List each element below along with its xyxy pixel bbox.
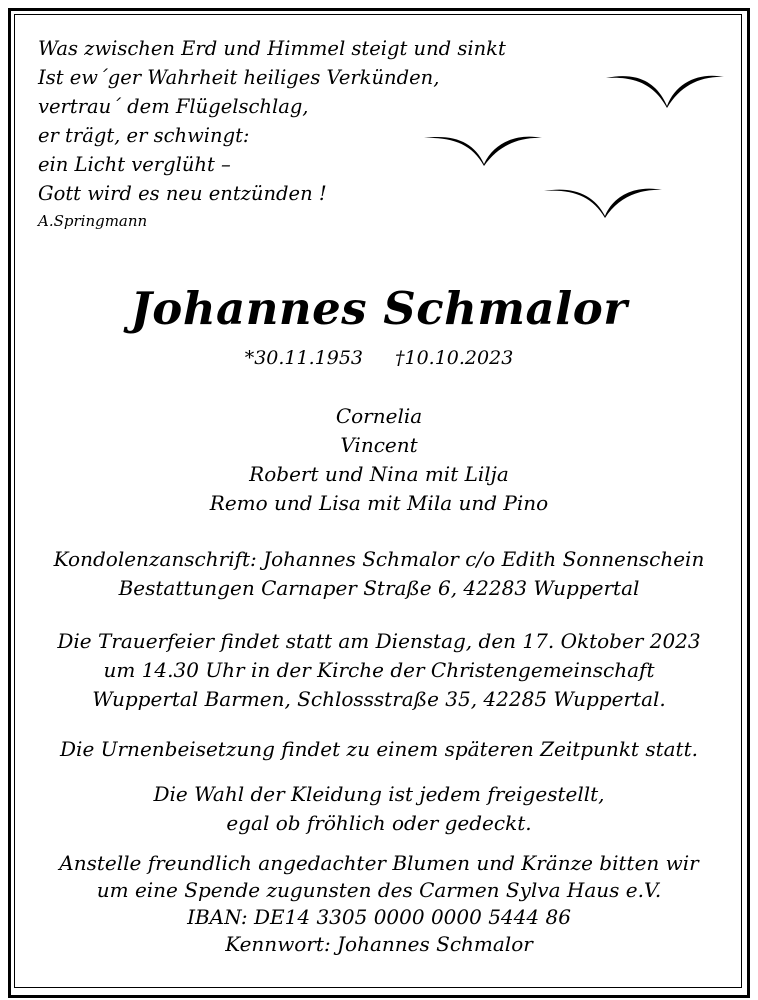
poem: [38, 34, 506, 208]
poem-line: Ist ew´ger Wahrheit heiliges Verkünden,: [38, 66, 440, 89]
life-dates: [0, 347, 758, 369]
address-line: Kondolenzanschrift: Johannes Schmalor c/o Edith Sonnenschein: [53, 547, 705, 571]
donation-line: um eine Spende zugunsten des Carmen Sylva Haus e.V.: [96, 878, 662, 902]
funeral-line: Wuppertal Barmen, Schlossstraße 35, 42285 Wuppertal.: [92, 687, 666, 711]
bird-icon: [604, 70, 726, 110]
bird-icon: [542, 184, 664, 220]
address-line: Bestattungen Carnaper Straße 6, 42283 Wuppertal: [118, 576, 640, 600]
poem-author: A.Springmann: [38, 212, 148, 230]
death-date: †10.10.2023: [395, 347, 514, 369]
condolence-address: [0, 545, 758, 603]
donation-keyword: Kennwort: Johannes Schmalor: [225, 932, 533, 956]
donation-iban: IBAN: DE14 3305 0000 0000 5444 86: [187, 905, 571, 929]
funeral-notice: [0, 627, 758, 714]
funeral-line: Die Trauerfeier findet statt am Dienstag, den 17. Oktober 2023: [57, 629, 701, 653]
family-list: [0, 402, 758, 518]
poem-line: Was zwischen Erd und Himmel steigt und sinkt: [38, 37, 506, 60]
family-member: Remo und Lisa mit Mila und Pino: [209, 491, 549, 515]
funeral-line: um 14.30 Uhr in der Kirche der Christengemeinschaft: [103, 658, 655, 682]
family-member: Cornelia: [335, 404, 423, 428]
family-member: Robert und Nina mit Lilja: [249, 462, 509, 486]
urn-burial-notice: [0, 735, 758, 764]
urn-line: Die Urnenbeisetzung findet zu einem späteren Zeitpunkt statt.: [60, 737, 698, 761]
poem-line: ein Licht verglüht –: [38, 153, 231, 176]
birth-date: *30.11.1953: [244, 347, 363, 369]
poem-line: vertrau´ dem Flügelschlag,: [38, 95, 309, 118]
donation-notice: [0, 850, 758, 958]
family-member: Vincent: [340, 433, 418, 457]
clothing-notice: [0, 780, 758, 838]
donation-line: Anstelle freundlich angedachter Blumen und Kränze bitten wir: [59, 851, 699, 875]
clothing-line: Die Wahl der Kleidung ist jedem freigestellt,: [153, 782, 605, 806]
poem-line: er trägt, er schwingt:: [38, 124, 250, 147]
deceased-name: Johannes Schmalor: [130, 282, 628, 335]
bird-icon: [422, 132, 544, 168]
poem-line: Gott wird es neu entzünden !: [38, 182, 327, 205]
clothing-line: egal ob fröhlich oder gedeckt.: [226, 811, 532, 835]
